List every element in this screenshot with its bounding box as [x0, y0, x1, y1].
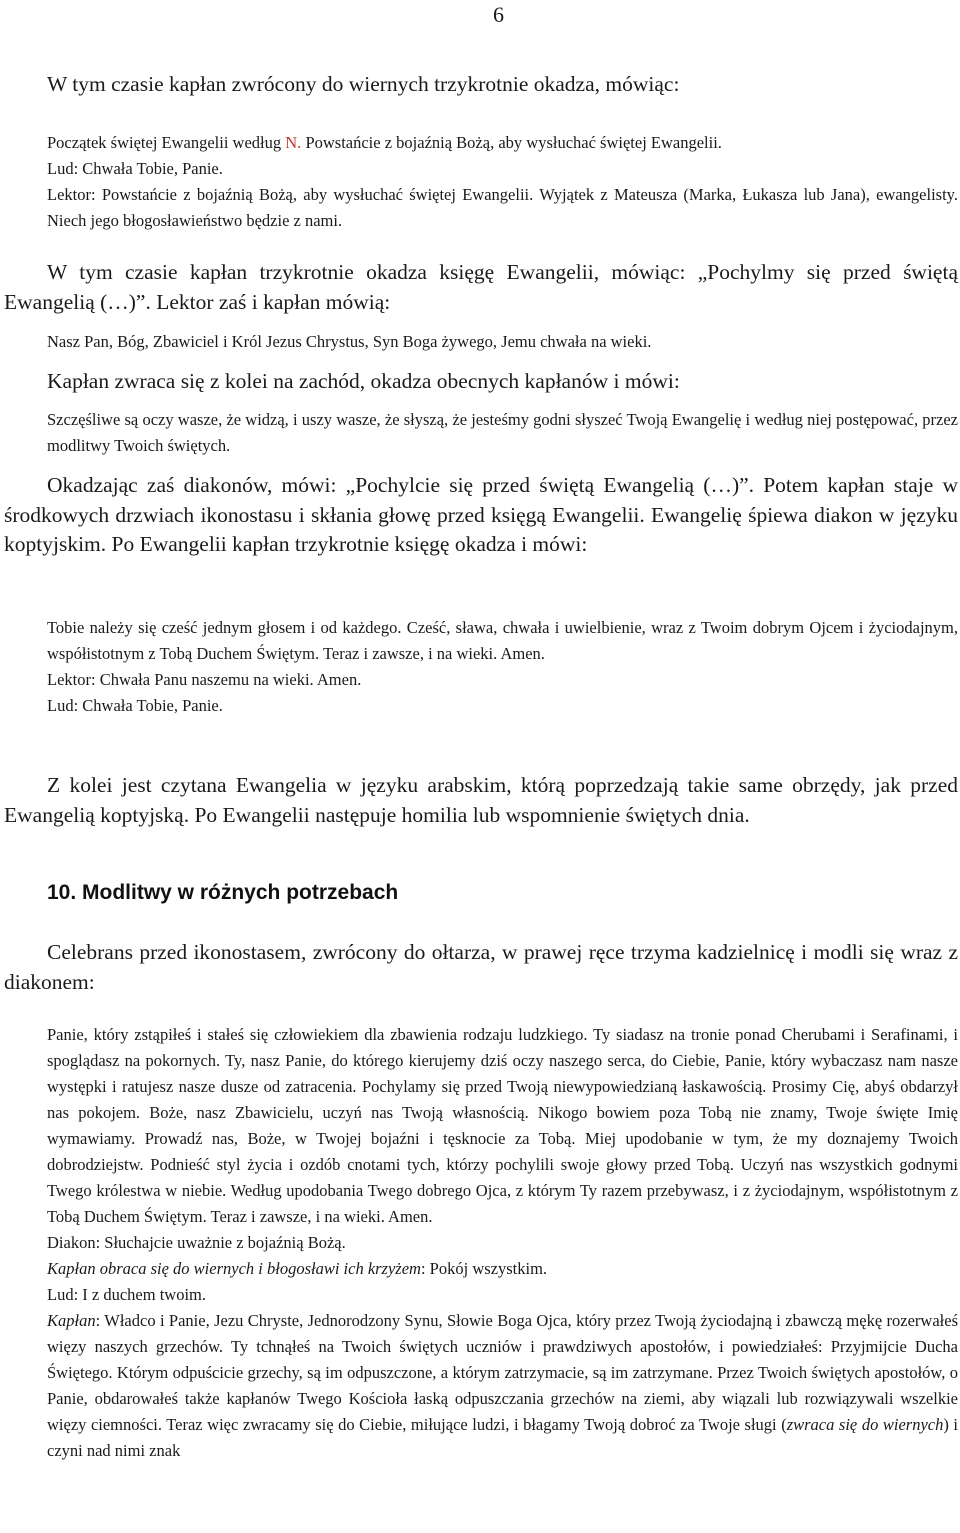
gospel-announcement: [47, 130, 958, 234]
prayer-block: [47, 1022, 958, 1464]
rubric-celebrant: Celebrans przed ikonostasem, zwrócony do ołtarza, w prawej ręce trzyma kadzielnicę i modli się wraz z diakonem:: [4, 940, 958, 994]
doxology-block: [47, 615, 958, 719]
announcement-line: Początek świętej Ewangelii według N. Powstańcie z bojaźnią Bożą, aby wysłuchać świętej Ewangelii.: [47, 133, 722, 152]
acclamation: Nasz Pan, Bóg, Zbawiciel i Król Jezus Chrystus, Syn Boga żywego, Jemu chwała na wieki.: [47, 332, 652, 351]
section-heading: 10. Modlitwy w różnych potrzebach: [47, 881, 399, 904]
rubric-incensing: W tym czasie kapłan zwrócony do wiernych trzykrotnie okadza, mówiąc:: [47, 72, 680, 96]
absolution-prayer: Kapłan: Władco i Panie, Jezu Chryste, Jednorodzony Synu, Słowie Boga Ojca, który przez Twoją życiodajną i zbawczą mękę rozerwałeś więzy naszych grzechów. Ty tchnąłeś na Twoich świętych uczniów i prawdziwych apostołów, i powiedziałeś: Przyjmijcie Ducha Świętego. Którym odpuścicie grzechy, są im odpuszczone, a którym zatrzymacie, są im zatrzymane. Przez Twoich świętych apostołów, o Panie, obdarowałeś także kapłanów Twego Kościoła łaską odpuszczania grzechów na ziemi, aby wiązali lub rozwiązywali wszelkie więzy ciemności. Teraz więc zwracamy się do Ciebie, miłujące ludzi, i błagamy Twoją dobroć za Twoje sługi (zwraca się do wiernych) i czyni nad nimi znak: [47, 1311, 958, 1460]
priest-rubric: Kapłan obraca się do wiernych i błogosławi ich krzyżem: Pokój wszystkim.: [47, 1259, 548, 1278]
page-number: 6: [493, 2, 504, 27]
rubric-west: Kapłan zwraca się z kolei na zachód, okadza obecnych kapłanów i mówi:: [47, 369, 680, 393]
blessing-text: Szczęśliwe są oczy wasze, że widzą, i uszy wasze, że słyszą, że jesteśmy godni słyszeć Twoją Ewangelię i według niej postępować, przez modlitwy Twoich świętych.: [47, 410, 958, 455]
arabic-gospel-paragraph: Z kolei jest czytana Ewangelia w języku arabskim, którą poprzedzają takie same obrzędy, jak przed Ewangelią koptyjską. Po Ewangelii następuje homilia lub wspomnienie świętych dnia.: [4, 773, 958, 827]
people-response: Lud: Chwała Tobie, Panie.: [47, 159, 223, 178]
name-marker: N.: [285, 133, 302, 152]
lector-response: Lektor: Chwała Panu naszemu na wieki. Amen.: [47, 670, 362, 689]
deacon-line: Diakon: Słuchajcie uważnie z bojaźnią Bożą.: [47, 1233, 346, 1252]
doxology: Tobie należy się cześć jednym głosem i od każdego. Cześć, sława, chwała i uwielbienie, wraz z Twoim dobrym Ojcem i życiodajnym, współistotnym z Tobą Duchem Świętym. Teraz i zawsze, i na wieki. Amen.: [47, 618, 958, 663]
prayer-text: Panie, który zstąpiłeś i stałeś się człowiekiem dla zbawienia rodzaju ludzkiego. Ty siadasz na tronie ponad Cherubami i Serafinami, i spoglądasz na pokornych. Ty, nasz Panie, do którego kierujemy dziś oczy naszego serca, do Ciebie, Panie, który wybaczasz nam nasze występki i ratujesz nasze dusze od zatracenia. Pochylamy się przed Twoją niewypowiedzianą łaskawością. Prosimy Cię, abyś obdarzył nas pokojem. Boże, nasz Zbawicielu, uczyń nas Twoją własnością. Nikogo bowiem poza Tobą nie znamy, Twoje święte Imię wymawiamy. Prowadź nas, Boże, w Twojej bojaźni i tęsknocie za Tobą. Miej upodobanie w tym, że my doznajemy Twoich dobrodziejstw. Podnieść styl życia i ozdób cnotami tych, którzy pochylili swoje głowy przed Tobą. Uczyń nas wszystkich godnymi Twego królestwa w niebie. Według upodobania Twego dobrego Ojca, z którym Ty razem przebywasz, i z życiodajnym, współistotnym z Tobą Duchem Świętym. Teraz i zawsze, i na wieki. Amen.: [47, 1025, 958, 1226]
people-response: Lud: I z duchem twoim.: [47, 1285, 207, 1304]
rubric-deacons: Okadzając zaś diakonów, mówi: „Pochylcie się przed świętą Ewangelią (…)”. Potem kapłan staje w środkowych drzwiach ikonostasu i skłania głowę przed księgą Ewangelii. Ewangelię śpiewa diakon w języku koptyjskim. Po Ewangelii kapłan trzykrotnie księgę okadza i mówi:: [4, 473, 958, 556]
rubric-book-incense: W tym czasie kapłan trzykrotnie okadza księgę Ewangelii, mówiąc: „Pochylmy się przed świętą Ewangelią (…)”. Lektor zaś i kapłan mówią:: [4, 260, 958, 314]
lector-line: Lektor: Powstańcie z bojaźnią Bożą, aby wysłuchać świętej Ewangelii. Wyjątek z Mateusza (Marka, Łukasza lub Jana), ewangelisty. Niech jego błogosławieństwo będzie z nami.: [47, 185, 958, 230]
people-response: Lud: Chwała Tobie, Panie.: [47, 696, 223, 715]
